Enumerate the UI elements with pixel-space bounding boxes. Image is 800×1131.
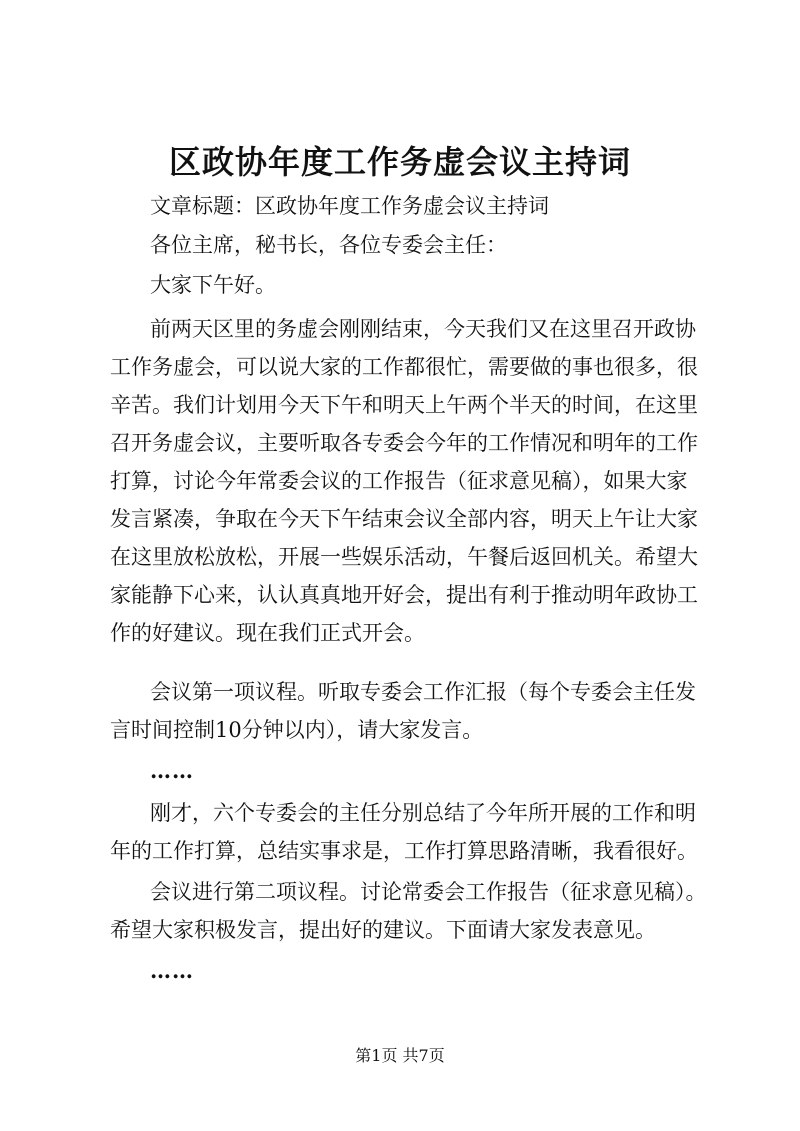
page-footer: 第1页 共7页 [355, 1046, 445, 1065]
paragraph-line: 在这里放松放松，开展一些娱乐活动，午餐后返回机关。希望大 [110, 545, 698, 569]
paragraph-line: 打算，讨论今年常委会议的工作报告（征求意见稿），如果大家 [110, 469, 688, 493]
paragraph-line: 希望大家积极发言，提出好的建议。下面请大家发表意见。 [110, 918, 656, 942]
ellipsis: …… [150, 958, 194, 983]
paragraph-line: 发言紧凑，争取在今天下午结束会议全部内容，明天上午让大家 [110, 507, 698, 531]
salutation-line: 各位主席，秘书长，各位专委会主任： [150, 233, 507, 257]
greeting-line: 大家下午好。 [150, 273, 276, 297]
paragraph-line: 工作务虚会，可以说大家的工作都很忙，需要做的事也很多，很 [110, 355, 698, 379]
article-title-line: 文章标题：区政协年度工作务虚会议主持词 [150, 194, 549, 218]
paragraph-line: 刚才，六个专委会的主任分别总结了今年所开展的工作和明 [150, 801, 696, 825]
paragraph-line: 召开务虚会议，主要听取各专委会今年的工作情况和明年的工作 [110, 431, 698, 455]
paragraph-line: 作的好建议。现在我们正式开会。 [110, 621, 425, 645]
paragraph-line: 言时间控制10分钟以内），请大家发言。 [110, 718, 484, 742]
ellipsis: …… [150, 758, 194, 783]
paragraph-line: 会议第一项议程。听取专委会工作汇报（每个专委会主任发 [150, 680, 696, 704]
paragraph-line: 年的工作打算，总结实事求是，工作打算思路清晰，我看很好。 [110, 839, 698, 863]
paragraph-line: 家能静下心来，认认真真地开好会，提出有利于推动明年政协工 [110, 583, 698, 607]
document-title: 区政协年度工作务虚会议主持词 [168, 143, 631, 181]
paragraph-line: 会议进行第二项议程。讨论常委会工作报告（征求意见稿）。 [150, 880, 707, 904]
paragraph-line: 辛苦。我们计划用今天下午和明天上午两个半天的时间，在这里 [110, 393, 698, 417]
paragraph-line: 前两天区里的务虚会刚刚结束，今天我们又在这里召开政协 [150, 317, 696, 341]
